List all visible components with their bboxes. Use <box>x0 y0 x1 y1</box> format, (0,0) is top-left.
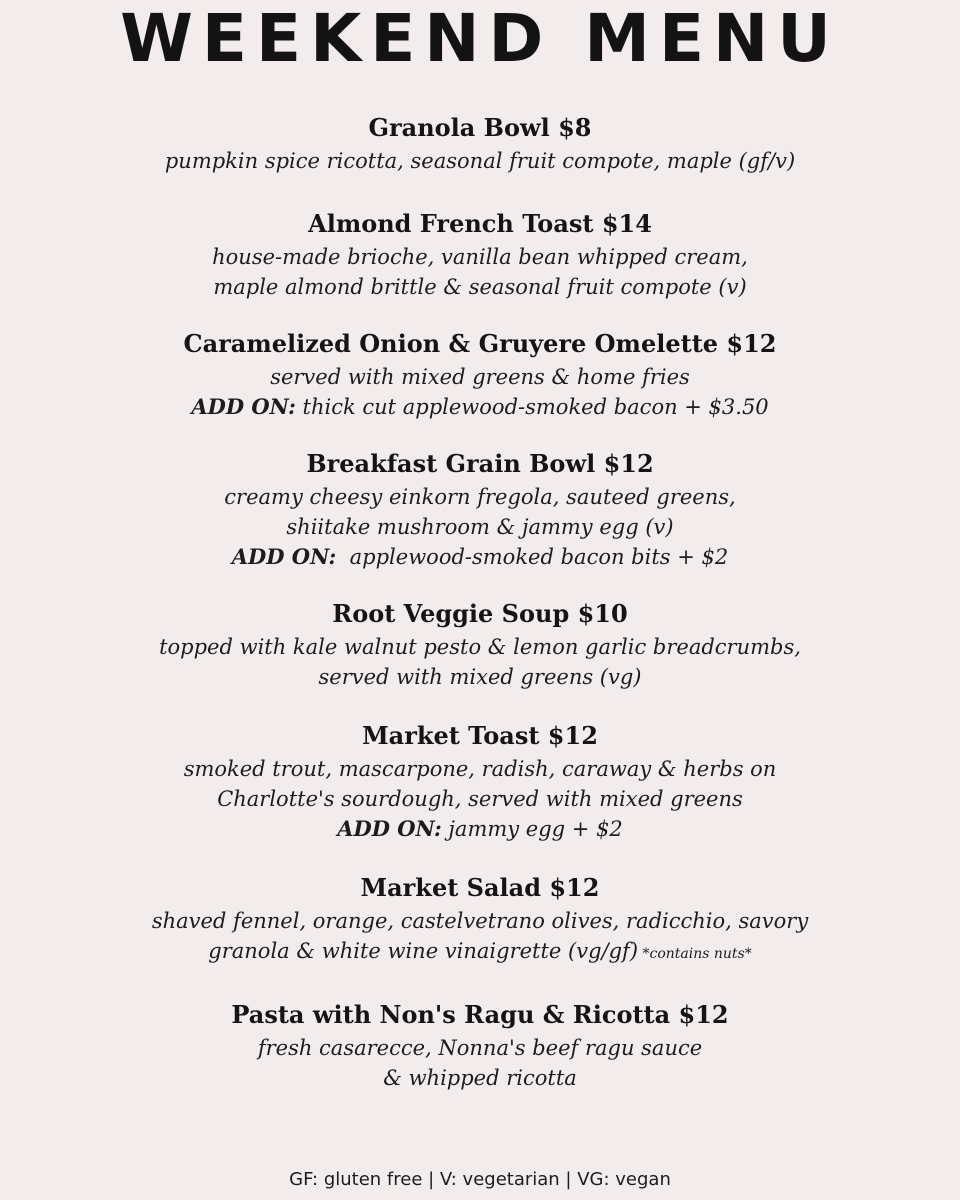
addon-text: jammy egg + $2 <box>441 817 623 841</box>
addon-label: ADD ON: <box>191 394 296 419</box>
allergen-note: *contains nuts* <box>638 946 752 962</box>
menu-item-root-veggie-soup <box>0 596 960 692</box>
item-name: Breakfast Grain Bowl $12 <box>306 449 654 478</box>
item-description: & whipped ricotta <box>383 1066 577 1090</box>
menu-items <box>0 110 960 1093</box>
item-description: creamy cheesy einkorn fregola, sauteed greens, <box>224 485 736 509</box>
item-description: pumpkin spice ricotta, seasonal fruit compote, maple (gf/v) <box>164 149 796 173</box>
menu-item-market-salad <box>0 870 960 969</box>
item-name: Pasta with Non's Ragu & Ricotta $12 <box>231 1000 729 1029</box>
item-addon <box>0 392 960 422</box>
menu-item-granola-bowl <box>0 110 960 176</box>
item-description: shaved fennel, orange, castelvetrano olives, radicchio, savory <box>151 909 809 933</box>
menu-item-market-toast <box>0 718 960 844</box>
diet-legend: GF: gluten free | V: vegetarian | VG: vegan <box>289 1169 671 1190</box>
item-name: Caramelized Onion & Gruyere Omelette $12 <box>183 329 777 358</box>
item-addon <box>0 542 960 572</box>
menu-item-omelette <box>0 326 960 422</box>
item-description: house-made brioche, vanilla bean whipped cream, <box>212 245 748 269</box>
item-description-text: granola & white wine vinaigrette (vg/gf) <box>208 939 639 963</box>
addon-text: thick cut applewood-smoked bacon + $3.50 <box>295 395 769 419</box>
item-description: fresh casarecce, Nonna's beef ragu sauce <box>257 1036 703 1060</box>
item-name: Root Veggie Soup $10 <box>332 599 628 628</box>
item-addon <box>0 814 960 844</box>
menu-item-pasta-ragu <box>0 997 960 1093</box>
addon-label: ADD ON: <box>337 816 442 841</box>
item-description: maple almond brittle & seasonal fruit compote (v) <box>213 275 747 299</box>
item-name: Almond French Toast $14 <box>308 209 652 238</box>
menu-item-breakfast-grain-bowl <box>0 446 960 572</box>
item-description: smoked trout, mascarpone, radish, caraway & herbs on <box>183 757 777 781</box>
item-description: topped with kale walnut pesto & lemon garlic breadcrumbs, <box>159 635 801 659</box>
item-name: Granola Bowl $8 <box>368 113 592 142</box>
item-description: shiitake mushroom & jammy egg (v) <box>286 515 674 539</box>
item-name: Market Salad $12 <box>360 873 600 902</box>
item-description: served with mixed greens & home fries <box>270 365 690 389</box>
addon-text: applewood-smoked bacon bits + $2 <box>336 545 729 569</box>
item-description: Charlotte's sourdough, served with mixed greens <box>217 787 743 811</box>
menu-title: WEEKEND MENU <box>120 0 840 77</box>
menu-item-almond-french-toast <box>0 206 960 302</box>
addon-label: ADD ON: <box>231 544 337 569</box>
item-name: Market Toast $12 <box>362 721 598 750</box>
item-description <box>0 936 960 969</box>
item-description: served with mixed greens (vg) <box>318 665 642 689</box>
